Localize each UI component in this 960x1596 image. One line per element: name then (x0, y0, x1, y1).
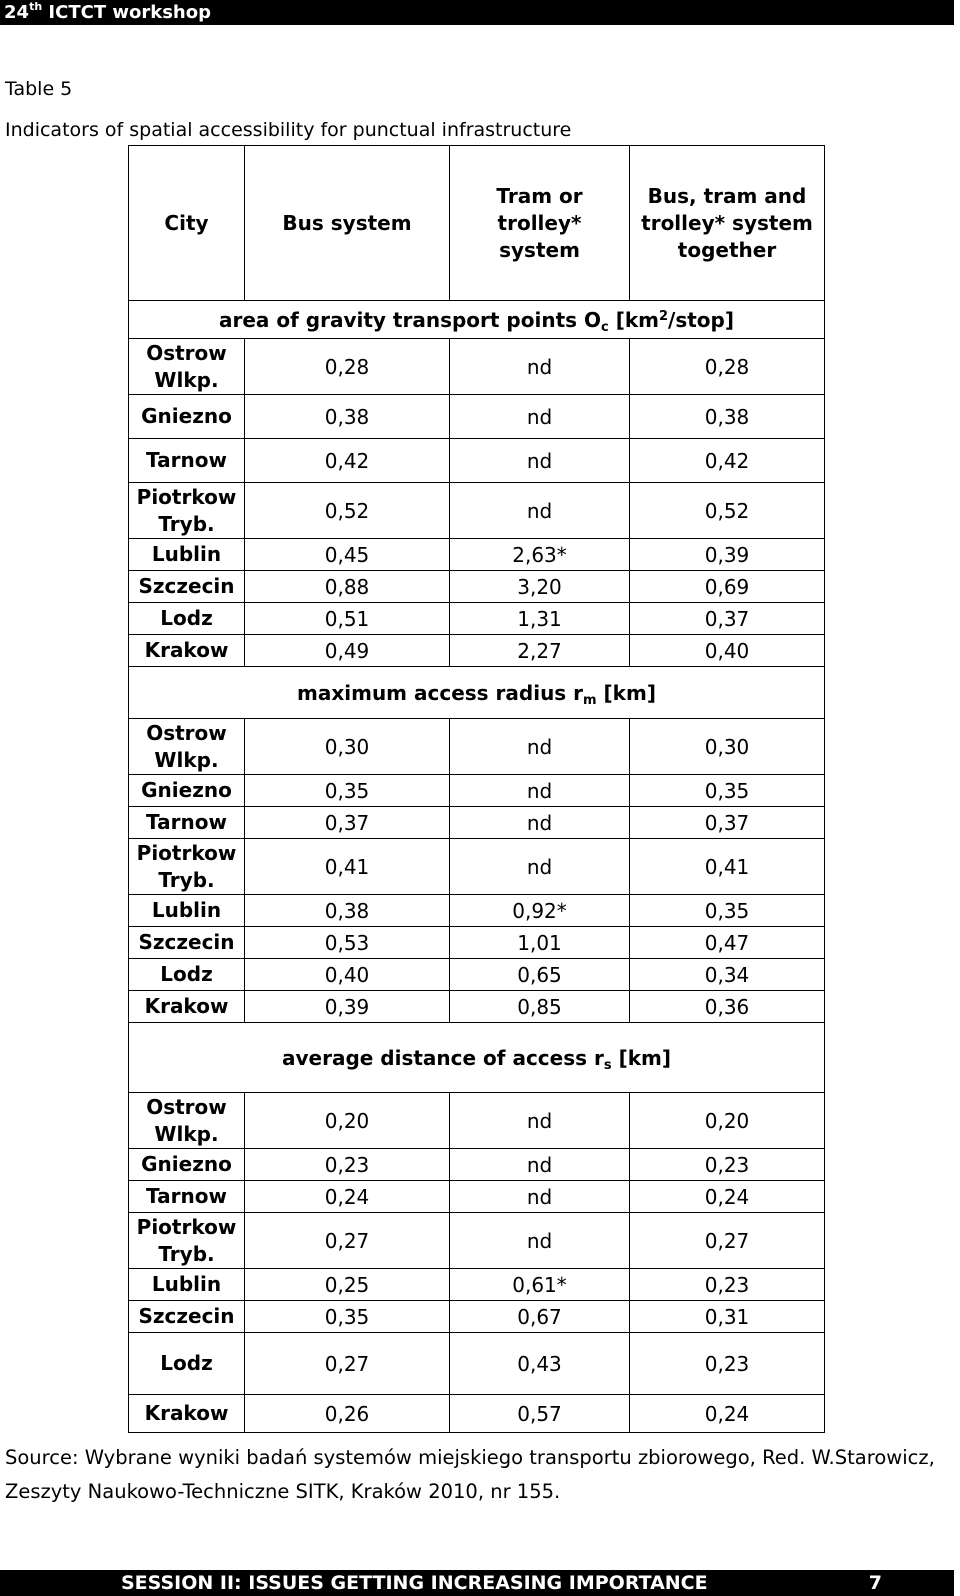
cell-city: Gniezno (129, 775, 245, 807)
table-row (129, 395, 825, 439)
section-title-row (129, 1023, 825, 1093)
cell-bus: 0,42 (245, 439, 450, 483)
running-header (0, 0, 954, 25)
cell-bus: 0,49 (245, 635, 450, 667)
cell-together: 0,42 (630, 439, 825, 483)
table-row (129, 1181, 825, 1213)
cell-city: Ostrow Wlkp. (129, 339, 245, 395)
cell-bus: 0,39 (245, 991, 450, 1023)
cell-city: Krakow (129, 1395, 245, 1433)
cell-city: Lublin (129, 539, 245, 571)
table-row (129, 807, 825, 839)
cell-city: Lodz (129, 1333, 245, 1395)
header-row (129, 146, 825, 301)
cell-city: Tarnow (129, 1181, 245, 1213)
cell-city: Piotrkow Tryb. (129, 839, 245, 895)
cell-together: 0,35 (630, 895, 825, 927)
cell-tram: nd (450, 439, 630, 483)
table-row (129, 1395, 825, 1433)
cell-together: 0,34 (630, 959, 825, 991)
cell-tram: nd (450, 719, 630, 775)
cell-bus: 0,41 (245, 839, 450, 895)
cell-tram: nd (450, 339, 630, 395)
table-row (129, 603, 825, 635)
section-title-sub: m (583, 692, 597, 708)
cell-bus: 0,30 (245, 719, 450, 775)
cell-bus: 0,51 (245, 603, 450, 635)
cell-tram: 0,92* (450, 895, 630, 927)
cell-together: 0,36 (630, 991, 825, 1023)
table-row (129, 959, 825, 991)
table-row (129, 635, 825, 667)
table-row (129, 339, 825, 395)
section-title-post: /stop] (668, 307, 734, 332)
table-row (129, 439, 825, 483)
section-title-pre: average distance of access r (281, 1045, 604, 1070)
cell-tram: nd (450, 1149, 630, 1181)
cell-tram: 2,63* (450, 539, 630, 571)
cell-city: Lublin (129, 1269, 245, 1301)
section-title-pre: maximum access radius r (297, 680, 584, 705)
column-header-city: City (129, 146, 245, 301)
table-row (129, 571, 825, 603)
accessibility-table (128, 145, 825, 1433)
table-row (129, 539, 825, 571)
cell-together: 0,24 (630, 1181, 825, 1213)
session-title: SESSION II: ISSUES GETTING INCREASING IMPORTANCE (121, 1572, 708, 1594)
cell-city: Szczecin (129, 927, 245, 959)
column-header-tram: Tram or trolley* system (450, 146, 630, 301)
cell-tram: nd (450, 839, 630, 895)
cell-tram: 0,85 (450, 991, 630, 1023)
cell-tram: 0,67 (450, 1301, 630, 1333)
cell-tram: nd (450, 1093, 630, 1149)
cell-bus: 0,38 (245, 395, 450, 439)
cell-bus: 0,26 (245, 1395, 450, 1433)
cell-together: 0,35 (630, 775, 825, 807)
cell-city: Tarnow (129, 439, 245, 483)
cell-together: 0,37 (630, 603, 825, 635)
section-title-row (129, 667, 825, 719)
cell-bus: 0,35 (245, 775, 450, 807)
cell-bus: 0,37 (245, 807, 450, 839)
section-title-sub: c (601, 319, 609, 335)
cell-together: 0,30 (630, 719, 825, 775)
table-row (129, 991, 825, 1023)
cell-together: 0,23 (630, 1269, 825, 1301)
cell-together: 0,23 (630, 1333, 825, 1395)
section-title (129, 667, 825, 719)
table-row (129, 775, 825, 807)
cell-bus: 0,53 (245, 927, 450, 959)
table-row (129, 1093, 825, 1149)
cell-together: 0,69 (630, 571, 825, 603)
table-row (129, 895, 825, 927)
cell-bus: 0,27 (245, 1213, 450, 1269)
cell-tram: nd (450, 395, 630, 439)
cell-tram: nd (450, 483, 630, 539)
cell-tram: nd (450, 1213, 630, 1269)
column-header-together: Bus, tram and trolley* system together (630, 146, 825, 301)
cell-bus: 0,88 (245, 571, 450, 603)
section-title-pre: area of gravity transport points O (219, 307, 602, 332)
cell-tram: nd (450, 775, 630, 807)
cell-together: 0,39 (630, 539, 825, 571)
cell-bus: 0,40 (245, 959, 450, 991)
cell-bus: 0,24 (245, 1181, 450, 1213)
table-row (129, 1149, 825, 1181)
table-row (129, 1213, 825, 1269)
cell-city: Ostrow Wlkp. (129, 719, 245, 775)
cell-tram: 3,20 (450, 571, 630, 603)
table-row (129, 839, 825, 895)
cell-tram: 0,61* (450, 1269, 630, 1301)
table-row (129, 1301, 825, 1333)
cell-together: 0,37 (630, 807, 825, 839)
cell-tram: 2,27 (450, 635, 630, 667)
source-note: Source: Wybrane wyniki badań systemów miejskiego transportu zbiorowego, Red. W.Starowicz, Zeszyty Naukowo-Techniczne SITK, Kraków 2010, nr 155. (5, 1446, 935, 1503)
section-title (129, 301, 825, 339)
cell-together: 0,31 (630, 1301, 825, 1333)
cell-together: 0,27 (630, 1213, 825, 1269)
column-header-bus: Bus system (245, 146, 450, 301)
cell-together: 0,23 (630, 1149, 825, 1181)
cell-city: Krakow (129, 991, 245, 1023)
workshop-ordinal: th (29, 0, 43, 13)
cell-tram: 0,43 (450, 1333, 630, 1395)
section-title-sub: s (603, 1057, 612, 1073)
section-title-mid: [km (608, 307, 659, 332)
workshop-name: ICTCT workshop (42, 2, 211, 23)
cell-city: Piotrkow Tryb. (129, 483, 245, 539)
cell-bus: 0,20 (245, 1093, 450, 1149)
cell-bus: 0,35 (245, 1301, 450, 1333)
table-row (129, 927, 825, 959)
cell-together: 0,41 (630, 839, 825, 895)
table-row (129, 1269, 825, 1301)
cell-tram: 1,31 (450, 603, 630, 635)
cell-city: Gniezno (129, 395, 245, 439)
cell-together: 0,52 (630, 483, 825, 539)
cell-bus: 0,52 (245, 483, 450, 539)
cell-city: Piotrkow Tryb. (129, 1213, 245, 1269)
cell-city: Lodz (129, 959, 245, 991)
cell-together: 0,20 (630, 1093, 825, 1149)
section-title-row (129, 301, 825, 339)
section-title-sup: 2 (658, 308, 669, 324)
table-caption: Table 5 (5, 78, 73, 100)
section-title-mid: [km] (596, 680, 656, 705)
table-row (129, 719, 825, 775)
cell-together: 0,24 (630, 1395, 825, 1433)
cell-city: Szczecin (129, 571, 245, 603)
cell-city: Szczecin (129, 1301, 245, 1333)
table-row (129, 1333, 825, 1395)
cell-tram: 1,01 (450, 927, 630, 959)
cell-bus: 0,23 (245, 1149, 450, 1181)
cell-city: Krakow (129, 635, 245, 667)
cell-city: Lublin (129, 895, 245, 927)
cell-bus: 0,25 (245, 1269, 450, 1301)
table-body (129, 301, 825, 1433)
cell-tram: 0,65 (450, 959, 630, 991)
running-footer (0, 1570, 954, 1596)
workshop-number: 24 (4, 2, 30, 23)
cell-bus: 0,45 (245, 539, 450, 571)
cell-together: 0,38 (630, 395, 825, 439)
table-row (129, 483, 825, 539)
table-title: Indicators of spatial accessibility for punctual infrastructure (5, 119, 572, 141)
cell-together: 0,40 (630, 635, 825, 667)
cell-bus: 0,38 (245, 895, 450, 927)
cell-city: Lodz (129, 603, 245, 635)
cell-bus: 0,27 (245, 1333, 450, 1395)
cell-city: Ostrow Wlkp. (129, 1093, 245, 1149)
cell-together: 0,47 (630, 927, 825, 959)
cell-tram: nd (450, 1181, 630, 1213)
cell-city: Tarnow (129, 807, 245, 839)
section-title (129, 1023, 825, 1093)
page-number: 7 (868, 1572, 882, 1594)
section-title-mid: [km] (611, 1045, 671, 1070)
cell-together: 0,28 (630, 339, 825, 395)
cell-city: Gniezno (129, 1149, 245, 1181)
cell-tram: nd (450, 807, 630, 839)
cell-tram: 0,57 (450, 1395, 630, 1433)
cell-bus: 0,28 (245, 339, 450, 395)
